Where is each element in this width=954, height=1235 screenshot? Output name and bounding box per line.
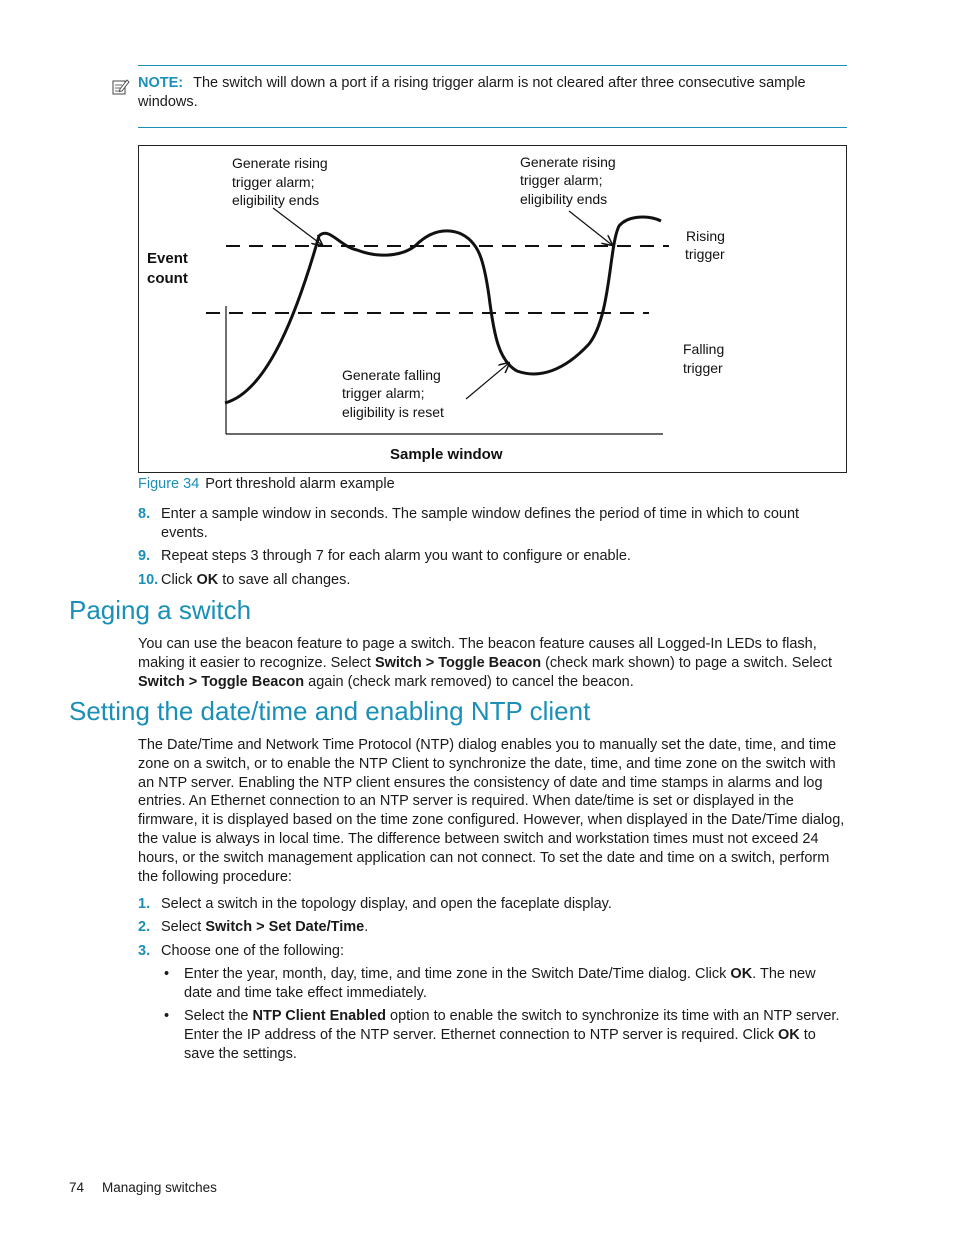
step-text: Select a switch in the topology display, and open the faceplate display. bbox=[161, 896, 612, 912]
note-top-rule bbox=[138, 65, 847, 66]
section-heading-date-time: Setting the date/time and enabling NTP client bbox=[69, 696, 591, 726]
step-8 bbox=[138, 505, 846, 543]
page-footer bbox=[69, 1180, 217, 1195]
step-number: 9. bbox=[138, 548, 151, 564]
step-text-pre: Select bbox=[161, 919, 206, 935]
rising-trigger-label-1: Rising bbox=[686, 228, 725, 244]
figure-caption-text: Port threshold alarm example bbox=[205, 476, 395, 492]
bullet-text bbox=[184, 1007, 847, 1063]
step-text: Repeat steps 3 through 7 for each alarm you want to configure or enable. bbox=[161, 548, 631, 564]
callout-rising-2-line3: eligibility ends bbox=[520, 191, 608, 207]
bullet-item-ntp bbox=[161, 1007, 847, 1063]
callout-rising-2-line1: Generate rising bbox=[520, 154, 616, 170]
ok-label: OK bbox=[196, 572, 219, 588]
x-axis-label: Sample window bbox=[390, 446, 503, 463]
step-3 bbox=[138, 942, 846, 961]
note-label: NOTE: bbox=[138, 75, 184, 91]
bullet-text-post: . The new date and time take effect immediately. bbox=[184, 966, 816, 1001]
bullet-text bbox=[184, 965, 847, 1003]
bullet-text-pre: Select the bbox=[184, 1008, 253, 1024]
step-number: 10. bbox=[138, 572, 159, 588]
rising-arrow-1 bbox=[273, 208, 322, 245]
step-9 bbox=[138, 547, 846, 566]
callout-falling-line3: eligibility is reset bbox=[342, 404, 444, 420]
menu-path-set-date-time: Switch > Set Date/Time bbox=[205, 919, 365, 935]
step-text: Enter a sample window in seconds. The sample window defines the period of time in which to count events. bbox=[161, 506, 800, 541]
falling-trigger-label-2: trigger bbox=[683, 360, 723, 376]
step-1 bbox=[138, 895, 846, 914]
step-number: 2. bbox=[138, 919, 151, 935]
callout-rising-2-line2: trigger alarm; bbox=[520, 172, 603, 188]
falling-arrow bbox=[466, 363, 509, 399]
callout-rising-1-line1: Generate rising bbox=[232, 155, 328, 171]
step-text: Choose one of the following: bbox=[161, 943, 344, 959]
step-text bbox=[161, 918, 846, 937]
y-axis-label-2: count bbox=[147, 270, 188, 287]
page-number: 74 bbox=[69, 1180, 85, 1195]
bullet-item-manual bbox=[161, 965, 847, 1003]
callout-falling-line1: Generate falling bbox=[342, 367, 441, 383]
date-time-paragraph: The Date/Time and Network Time Protocol (NTP) dialog enables you to manually set the date, time, and time zone on a switch, or to enable the NTP Client to synchronize the date, time, and time zone on the switch with an NTP server. Enabling the NTP client ensures the consistency of date and time stamps in alarms and log entries. An Ethernet connection to an NTP server is required. When date/time is set or displayed in the firmware, it is displayed based on the time zone configured. However, when displayed in the Date/Time dialog, the value is always in local time. The difference between switch and workstation times must not exceed 24 hours, or the switch management application can not connect. To set the date and time on a switch, perform the following procedure: bbox=[138, 737, 845, 885]
callout-rising-1-line3: eligibility ends bbox=[232, 192, 320, 208]
ok-label: OK bbox=[777, 1026, 800, 1043]
figure-number: Figure 34 bbox=[138, 476, 200, 492]
note-bottom-rule bbox=[138, 127, 847, 128]
note-pencil-icon bbox=[112, 78, 130, 96]
footer-section-title: Managing switches bbox=[102, 1180, 217, 1195]
note-text: The switch will down a port if a rising trigger alarm is not cleared after three consecutive sample windows. bbox=[138, 75, 806, 110]
y-axis-label-1: Event bbox=[147, 250, 188, 267]
figure-caption bbox=[138, 476, 395, 492]
paging-text-3: again (check mark removed) to cancel the beacon. bbox=[304, 673, 634, 690]
paging-text-2: (check mark shown) to page a switch. Select bbox=[541, 654, 832, 671]
ntp-client-enabled-label: NTP Client Enabled bbox=[252, 1008, 386, 1024]
falling-trigger-label-1: Falling bbox=[683, 341, 725, 357]
step-10 bbox=[138, 571, 846, 590]
bullet-text-pre: Enter the year, month, day, time, and time zone in the Switch Date/Time dialog. Click bbox=[184, 966, 731, 982]
step-text bbox=[161, 571, 846, 590]
step-text-post: . bbox=[364, 919, 369, 935]
bullet-symbol: • bbox=[164, 966, 170, 982]
callout-rising-1-line2: trigger alarm; bbox=[232, 174, 315, 190]
callout-falling-line2: trigger alarm; bbox=[342, 385, 425, 401]
ok-label: OK bbox=[730, 966, 753, 982]
step-text-pre: Click bbox=[161, 572, 197, 588]
bullet-symbol: • bbox=[164, 1008, 170, 1024]
step-number: 8. bbox=[138, 506, 151, 522]
rising-trigger-label-2: trigger bbox=[685, 246, 725, 262]
step-2 bbox=[138, 918, 846, 937]
paging-paragraph bbox=[138, 635, 846, 691]
figure-frame bbox=[138, 145, 847, 473]
step-number: 1. bbox=[138, 896, 151, 912]
paging-text-1: You can use the beacon feature to page a switch. The beacon feature causes all Logged-In LEDs to flash, making it easier to recognize. Select bbox=[138, 636, 817, 671]
step-text-post: to save all changes. bbox=[218, 572, 351, 588]
event-count-curve bbox=[225, 217, 661, 403]
bullet-text-mid: option to enable the switch to synchronize its time with an NTP server. Enter the IP address of the NTP server. Ethernet connection to NTP server is required. Click bbox=[184, 1008, 840, 1043]
rising-arrow-2 bbox=[569, 211, 612, 245]
bullet-text-post: to save the settings. bbox=[184, 1026, 816, 1062]
menu-path-toggle-beacon-2: Switch > Toggle Beacon bbox=[138, 673, 305, 690]
section-heading-paging: Paging a switch bbox=[69, 595, 252, 625]
step-number: 3. bbox=[138, 943, 151, 959]
threshold-diagram bbox=[139, 146, 846, 472]
menu-path-toggle-beacon: Switch > Toggle Beacon bbox=[374, 654, 542, 671]
note-block bbox=[138, 74, 846, 112]
